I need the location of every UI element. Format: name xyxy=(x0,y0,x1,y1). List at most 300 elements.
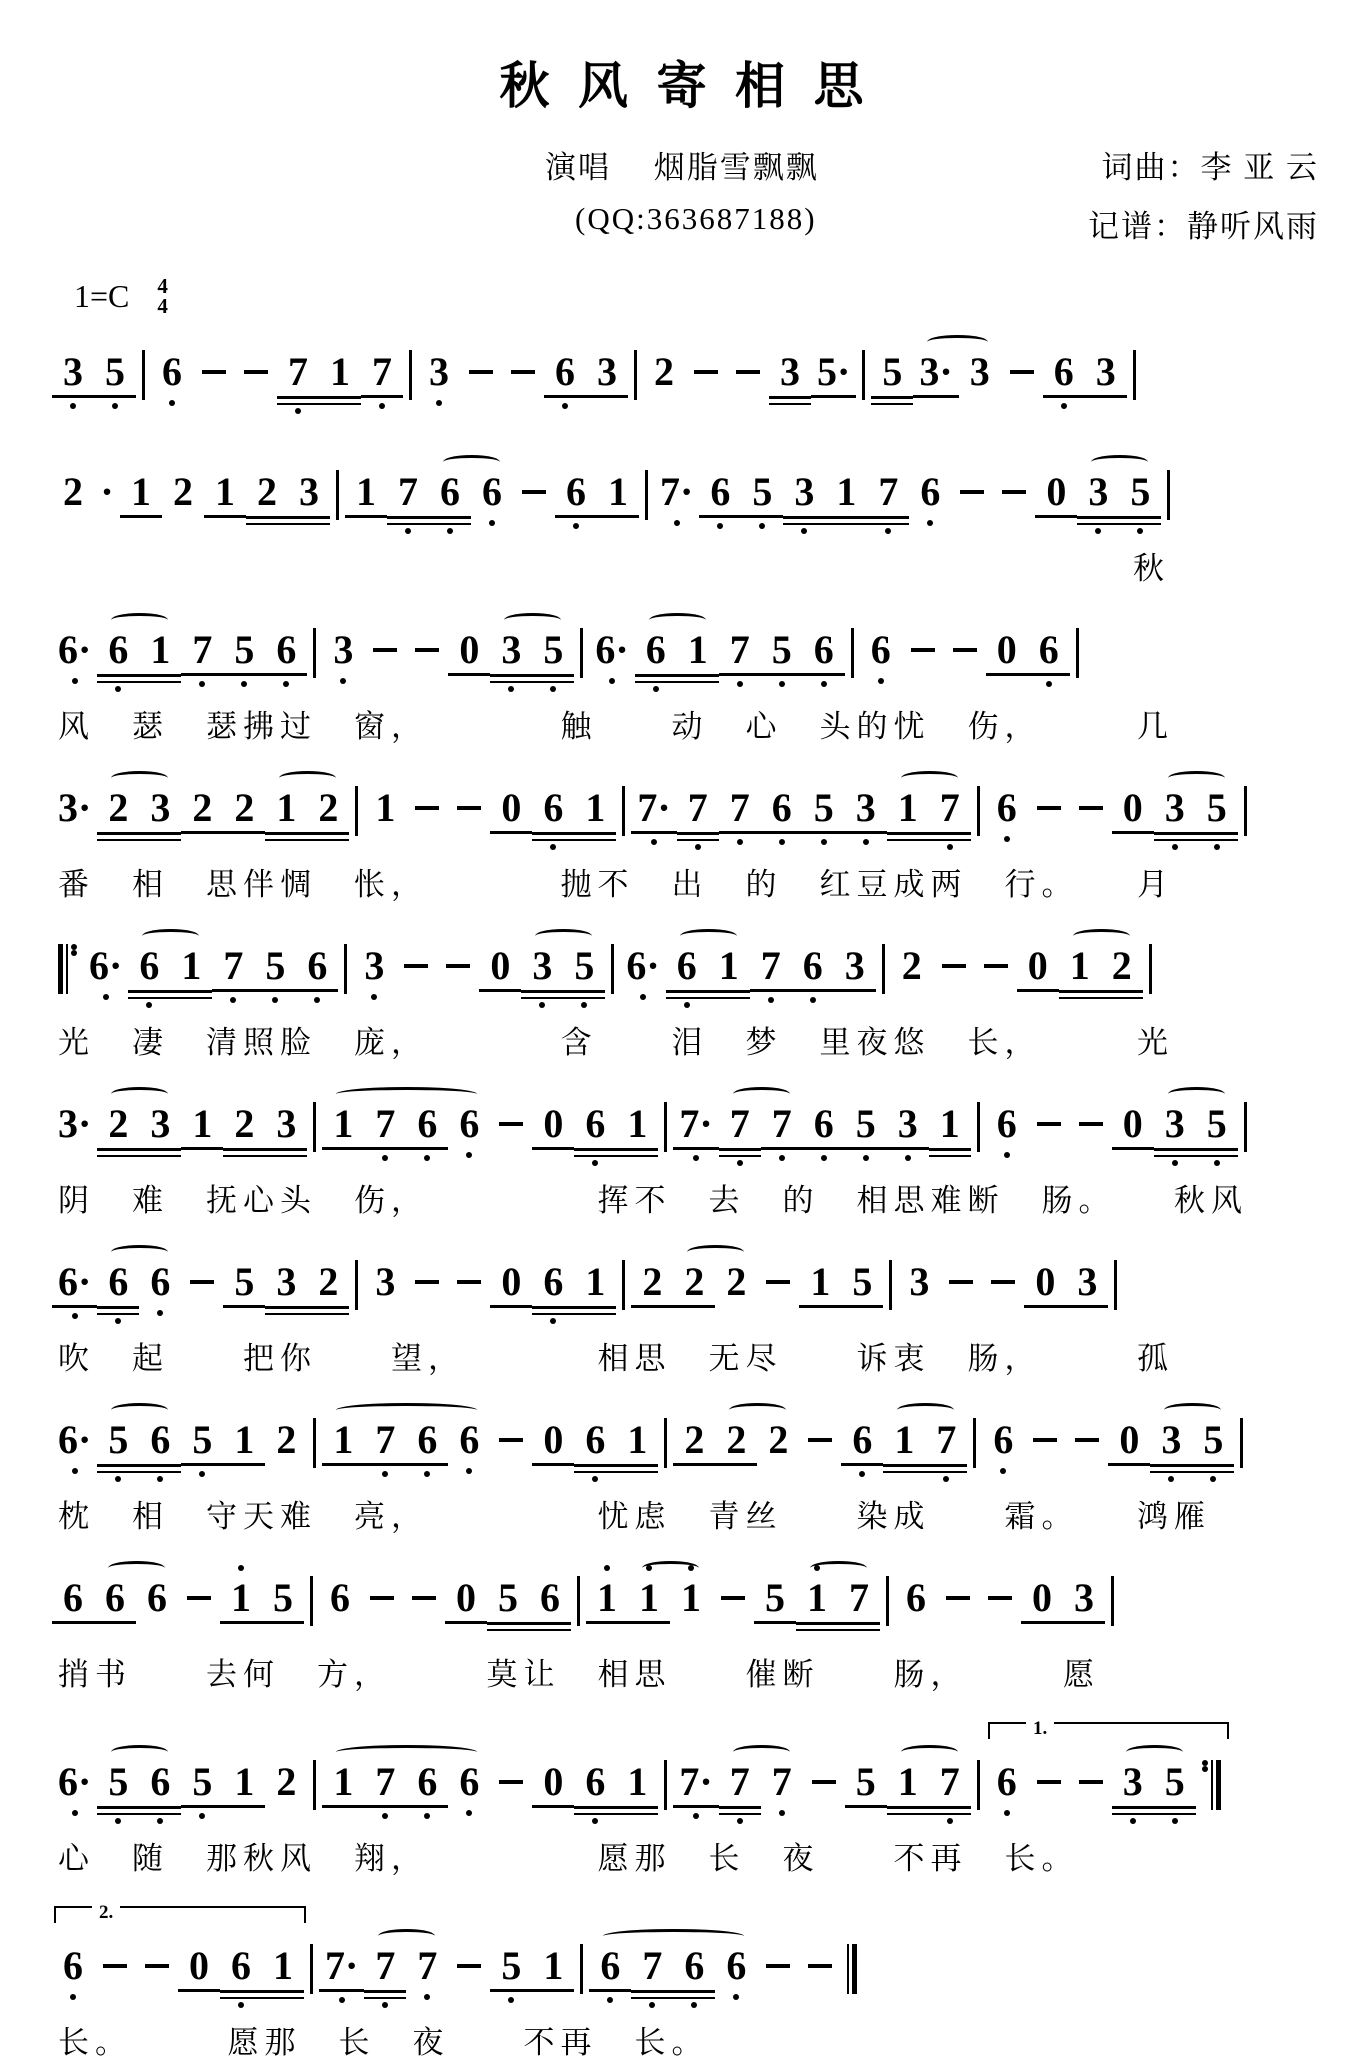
slur-arc xyxy=(927,335,987,349)
slur-arc xyxy=(1073,929,1130,943)
duration-dash xyxy=(1034,786,1064,830)
note: 6 xyxy=(595,1944,625,1988)
note: 3 xyxy=(375,1259,396,1304)
barline xyxy=(313,628,316,678)
note: 2 xyxy=(103,1102,133,1146)
music-line-2 xyxy=(58,446,1371,548)
note: 3 xyxy=(527,944,557,988)
music-line-9 xyxy=(58,1552,1371,1654)
note: 6 xyxy=(992,786,1022,830)
lyric-line-9: 捎书 去何 方， 莫让 相思 催断 肠， 愿 xyxy=(58,1657,1100,1692)
note: 3 xyxy=(145,1102,175,1146)
note: 0 xyxy=(184,1944,214,1988)
barline xyxy=(1244,786,1247,836)
barline xyxy=(310,1576,313,1626)
note: 2 xyxy=(276,1759,297,1804)
barline xyxy=(889,1260,892,1310)
duration-dash xyxy=(142,1944,172,1988)
note: 1 xyxy=(210,470,240,514)
note: 2 xyxy=(313,1260,343,1304)
slur-arc xyxy=(279,771,336,785)
barline xyxy=(313,1418,316,1468)
barline xyxy=(1114,1260,1117,1310)
note: 0 xyxy=(1118,786,1148,830)
note: 6 xyxy=(538,786,568,830)
barline xyxy=(1133,350,1136,400)
duration-dash xyxy=(496,1102,526,1146)
slur-arc xyxy=(111,771,168,785)
note: 5 xyxy=(767,628,797,672)
note: 1 xyxy=(325,350,355,394)
note: 3 xyxy=(1156,1418,1186,1462)
music-line-6 xyxy=(58,1078,1371,1180)
barline xyxy=(645,470,648,520)
note: 3· xyxy=(58,785,92,830)
note: 6 xyxy=(672,944,702,988)
slur-arc xyxy=(603,1929,744,1943)
slur-arc xyxy=(1126,1745,1183,1759)
duration-dash xyxy=(718,1576,748,1620)
slur-arc xyxy=(1168,1087,1225,1101)
note: 6 xyxy=(992,1102,1022,1146)
barline xyxy=(310,1944,313,1994)
note: 3· xyxy=(919,349,953,394)
slur-arc xyxy=(680,929,737,943)
note: 6 xyxy=(58,1576,88,1620)
note: 6 xyxy=(145,1760,175,1804)
note: 7 xyxy=(844,1576,874,1620)
note: 6· xyxy=(626,943,660,988)
note: 1 xyxy=(935,1102,965,1146)
note: 1 xyxy=(226,1576,256,1620)
note: 6 xyxy=(561,470,591,514)
duration-dash xyxy=(184,1576,214,1620)
slur-arc xyxy=(142,929,199,943)
note: 1 xyxy=(831,470,861,514)
note: 1 xyxy=(351,470,381,514)
note: 6 xyxy=(145,1418,175,1462)
note: 6 xyxy=(134,944,164,988)
note: 6 xyxy=(103,628,133,672)
barline xyxy=(862,350,865,400)
note: 2 xyxy=(679,1418,709,1462)
slur-arc xyxy=(897,1403,954,1417)
barline xyxy=(622,786,625,836)
final-barline xyxy=(847,1944,857,1994)
note: 7 xyxy=(756,944,786,988)
note: 7 xyxy=(412,1944,442,1988)
note: 2 xyxy=(252,470,282,514)
note: 1 xyxy=(176,944,206,988)
note: 3 xyxy=(1083,470,1113,514)
note: 6 xyxy=(906,1575,926,1620)
note: 7 xyxy=(283,350,313,394)
note: 1 xyxy=(676,1576,706,1620)
note: 5 xyxy=(493,1576,523,1620)
note: 2 xyxy=(313,786,343,830)
note: 7 xyxy=(683,786,713,830)
note: 3 xyxy=(359,944,389,988)
note: 6 xyxy=(847,1418,877,1462)
duration-dash xyxy=(1030,1418,1060,1462)
note: 3 xyxy=(893,1102,923,1146)
note: 7 xyxy=(370,1760,400,1804)
note: 7· xyxy=(637,785,671,830)
barline xyxy=(409,350,412,400)
lyric-line-10: 心 随 那秋风 翔， 愿那 长 夜 不再 长。 xyxy=(58,1841,1079,1876)
barline xyxy=(1149,944,1152,994)
note: 6 xyxy=(58,1944,88,1988)
note: 5 xyxy=(877,350,907,394)
note: 6 xyxy=(580,1418,610,1462)
duration-dash xyxy=(805,1418,835,1462)
note: 6 xyxy=(915,470,945,514)
note: 1 xyxy=(622,1102,652,1146)
note: 5 xyxy=(100,350,130,394)
note: 6 xyxy=(435,470,465,514)
music-line-7 xyxy=(58,1236,1371,1338)
note: 2 xyxy=(654,349,674,394)
note: 6 xyxy=(809,1102,839,1146)
note: 6 xyxy=(866,628,896,672)
note: 1 xyxy=(805,1260,835,1304)
note: 6 xyxy=(988,1418,1018,1462)
note: 2 xyxy=(276,1417,297,1462)
note: 5 xyxy=(187,1760,217,1804)
music-line-3 xyxy=(58,604,1371,706)
note: 0 xyxy=(454,628,484,672)
duration-dash xyxy=(454,1260,484,1304)
note: 3 xyxy=(840,944,870,988)
duration-dash xyxy=(957,470,987,514)
note: 6 xyxy=(157,350,187,394)
repeat-end-barline xyxy=(1202,1760,1221,1810)
note: 5 xyxy=(1202,1102,1232,1146)
note: 7 xyxy=(218,944,248,988)
barline xyxy=(580,628,583,678)
note: 5 xyxy=(103,1418,133,1462)
note: 5 xyxy=(1125,470,1155,514)
barline xyxy=(664,1760,667,1810)
slur-arc xyxy=(733,1745,790,1759)
music-line-11 xyxy=(58,1894,1371,2022)
meter-lower: 4 xyxy=(157,294,168,318)
duration-dash xyxy=(1034,1102,1064,1146)
note: 7 xyxy=(393,470,423,514)
note: 3 xyxy=(592,350,622,394)
barline xyxy=(1167,470,1170,520)
note: 2 xyxy=(768,1417,789,1462)
duration-dash xyxy=(454,786,484,830)
note: 3 xyxy=(775,350,805,394)
ending-bracket-2 xyxy=(54,1902,306,1923)
note: 0 xyxy=(1023,944,1053,988)
duration-dash xyxy=(981,944,1011,988)
slur-arc xyxy=(649,613,706,627)
note: 1 xyxy=(893,786,923,830)
lyric-line-5: 光 凄 清照脸 庞， 含 泪 梦 里夜悠 长， 光 xyxy=(58,1025,1174,1060)
notation-credit: 记谱：静听风雨 xyxy=(1088,209,1319,244)
barline xyxy=(851,628,854,678)
duration-dash xyxy=(466,350,496,394)
duration-dash xyxy=(950,628,980,672)
note: 6 xyxy=(100,1576,130,1620)
duration-dash xyxy=(946,1260,976,1304)
slur-arc xyxy=(443,455,500,469)
note: 3 xyxy=(851,786,881,830)
barline xyxy=(313,1760,316,1810)
barline xyxy=(634,350,637,400)
note: 3 xyxy=(58,350,88,394)
note: 2 xyxy=(187,786,217,830)
note: 1 xyxy=(1065,944,1095,988)
lyric-line-11: 长。 愿那 长 夜 不再 长。 xyxy=(58,2025,709,2060)
note: 6· xyxy=(58,1759,92,1804)
duration-dash xyxy=(412,1260,442,1304)
note: 7 xyxy=(725,1760,755,1804)
note: 7 xyxy=(187,628,217,672)
note: 6 xyxy=(145,1260,175,1304)
note: 0 xyxy=(1118,1102,1148,1146)
barline xyxy=(344,944,347,994)
augmentation-dot: · xyxy=(100,469,114,514)
barline xyxy=(355,786,358,836)
music-line-4 xyxy=(58,762,1371,864)
note: 2 xyxy=(173,469,193,514)
note: 2 xyxy=(63,469,83,514)
duration-dash xyxy=(988,1260,1018,1304)
duration-dash xyxy=(1007,350,1037,394)
note: 6 xyxy=(721,1944,751,1988)
duration-dash xyxy=(454,1944,484,1988)
note: 7· xyxy=(660,469,694,514)
note: 3 xyxy=(1091,350,1121,394)
slur-arc xyxy=(111,1745,168,1759)
duration-dash xyxy=(401,944,431,988)
note: 6 xyxy=(705,470,735,514)
note: 7 xyxy=(725,1102,755,1146)
note: 5 xyxy=(809,786,839,830)
note: 6 xyxy=(412,1418,442,1462)
lyric-line-3: 风 瑟 瑟拂过 窗， 触 动 心 头的忧 伤， 几 xyxy=(58,709,1174,744)
note: 2 xyxy=(679,1260,709,1304)
duration-dash xyxy=(908,628,938,672)
song-title: 秋 风 寄 相 思 xyxy=(499,58,872,114)
music-line-10 xyxy=(58,1710,1371,1838)
note: 6 xyxy=(535,1576,565,1620)
barline xyxy=(1111,1576,1114,1626)
note: 6 xyxy=(580,1102,610,1146)
duration-dash xyxy=(763,1260,793,1304)
note: 6 xyxy=(477,470,507,514)
note: 2 xyxy=(103,786,133,830)
note: 7· xyxy=(679,1759,713,1804)
note: 7 xyxy=(935,786,965,830)
note: 5· xyxy=(817,349,851,394)
note: 7 xyxy=(370,1418,400,1462)
barline xyxy=(664,1418,667,1468)
slur-arc xyxy=(336,1745,477,1759)
note: 5 xyxy=(187,1418,217,1462)
note: 7 xyxy=(931,1418,961,1462)
duration-dash xyxy=(496,1760,526,1804)
note: 2 xyxy=(721,1418,751,1462)
note: 6 xyxy=(679,1944,709,1988)
note: 0 xyxy=(1041,470,1071,514)
note: 1 xyxy=(328,1102,358,1146)
music-line-1 xyxy=(58,326,1371,428)
slur-arc xyxy=(111,613,168,627)
slur-arc xyxy=(111,1403,168,1417)
note: 5 xyxy=(268,1576,298,1620)
barline xyxy=(973,1418,976,1468)
duration-dash xyxy=(691,350,721,394)
note: 5 xyxy=(229,1260,259,1304)
duration-dash xyxy=(943,1576,973,1620)
note: 5 xyxy=(229,628,259,672)
duration-dash xyxy=(1076,1102,1106,1146)
note: 5 xyxy=(1198,1418,1228,1462)
note: 2 xyxy=(901,943,922,988)
barline xyxy=(355,1260,358,1310)
note: 6 xyxy=(271,628,301,672)
note: 2 xyxy=(1107,944,1137,988)
barline xyxy=(611,944,614,994)
note: 1 xyxy=(328,1418,358,1462)
music-line-5 xyxy=(58,920,1371,1022)
note: 6· xyxy=(89,943,123,988)
note: 7 xyxy=(873,470,903,514)
note: 0 xyxy=(485,944,515,988)
duration-dash xyxy=(985,1576,1015,1620)
duration-dash xyxy=(733,350,763,394)
note: 6 xyxy=(538,1260,568,1304)
note: 6 xyxy=(412,1760,442,1804)
slur-arc xyxy=(1164,1403,1221,1417)
note: 0 xyxy=(1027,1576,1057,1620)
barline xyxy=(1240,1418,1243,1468)
note: 6 xyxy=(1034,628,1064,672)
barline xyxy=(977,1760,980,1810)
note: 3 xyxy=(1118,1760,1148,1804)
ending-label: 2. xyxy=(92,1902,120,1924)
note: 3 xyxy=(1160,786,1190,830)
note: 7 xyxy=(370,1944,400,1988)
note: 7 xyxy=(370,1102,400,1146)
slur-arc xyxy=(378,1929,435,1943)
note: 5 xyxy=(851,1760,881,1804)
note: 1 xyxy=(714,944,744,988)
note: 1 xyxy=(538,1944,568,1988)
barline xyxy=(622,1260,625,1310)
note: 2 xyxy=(637,1260,667,1304)
note: 6 xyxy=(767,786,797,830)
duration-dash xyxy=(1072,1418,1102,1462)
note: 1 xyxy=(683,628,713,672)
note: 3 xyxy=(1072,1260,1102,1304)
note: 6 xyxy=(798,944,828,988)
note: 3 xyxy=(328,628,358,672)
note: 3 xyxy=(909,1259,930,1304)
note: 1 xyxy=(126,470,156,514)
qq-number: (QQ:363687188) xyxy=(575,201,817,236)
note: 6 xyxy=(330,1575,350,1620)
note: 1 xyxy=(580,1260,610,1304)
slur-arc xyxy=(535,929,592,943)
ending-bracket-1 xyxy=(988,1718,1229,1739)
slur-arc xyxy=(336,1403,477,1417)
note: 5 xyxy=(260,944,290,988)
duration-dash xyxy=(412,628,442,672)
sheet-music-page xyxy=(0,46,1371,2066)
note: 7 xyxy=(725,628,755,672)
note: 1 xyxy=(187,1102,217,1146)
note: 2 xyxy=(726,1259,747,1304)
note: 3 xyxy=(496,628,526,672)
note: 5 xyxy=(496,1944,526,1988)
note: 2 xyxy=(229,786,259,830)
note: 0 xyxy=(496,1260,526,1304)
duration-dash xyxy=(241,350,271,394)
note: 3 xyxy=(1160,1102,1190,1146)
key-label: 1=C xyxy=(74,277,130,314)
note: 6 xyxy=(454,1760,484,1804)
duration-dash xyxy=(496,1418,526,1462)
note: 1 xyxy=(145,628,175,672)
note: 7 xyxy=(767,1102,797,1146)
barline xyxy=(977,1102,980,1152)
slur-arc xyxy=(1168,771,1225,785)
note: 1 xyxy=(229,1418,259,1462)
note: 1 xyxy=(889,1418,919,1462)
duration-dash xyxy=(508,350,538,394)
note: 3· xyxy=(58,1101,92,1146)
note: 7 xyxy=(935,1760,965,1804)
score xyxy=(0,320,1371,2064)
note: 2 xyxy=(229,1102,259,1146)
note: 7 xyxy=(767,1760,797,1804)
time-signature xyxy=(157,276,168,316)
note: 7 xyxy=(637,1944,667,1988)
note: 0 xyxy=(1030,1260,1060,1304)
note: 6 xyxy=(103,1260,133,1304)
note: 0 xyxy=(1114,1418,1144,1462)
duration-dash xyxy=(412,786,442,830)
music-line-8 xyxy=(58,1394,1371,1496)
note: 0 xyxy=(538,1760,568,1804)
note: 1 xyxy=(580,786,610,830)
note: 6 xyxy=(641,628,671,672)
barline xyxy=(977,786,980,836)
duration-dash xyxy=(443,944,473,988)
note: 1 xyxy=(375,785,396,830)
note: 7 xyxy=(725,786,755,830)
note: 1 xyxy=(634,1576,664,1620)
note: 5 xyxy=(1160,1760,1190,1804)
lyric-line-4: 番 相 思伴惆 怅， 抛不 出 的 红豆成两 行。 月 xyxy=(58,867,1174,902)
note: 6· xyxy=(595,627,629,672)
duration-dash xyxy=(1076,1760,1106,1804)
note: 6 xyxy=(412,1102,442,1146)
slur-arc xyxy=(504,613,561,627)
slur-arc xyxy=(901,1745,958,1759)
credits-row-2 xyxy=(0,201,1371,246)
barline xyxy=(886,1576,889,1626)
note: 6 xyxy=(1049,350,1079,394)
credits-row-1 xyxy=(0,142,1371,187)
note: 5 xyxy=(538,628,568,672)
note: 5 xyxy=(1202,786,1232,830)
